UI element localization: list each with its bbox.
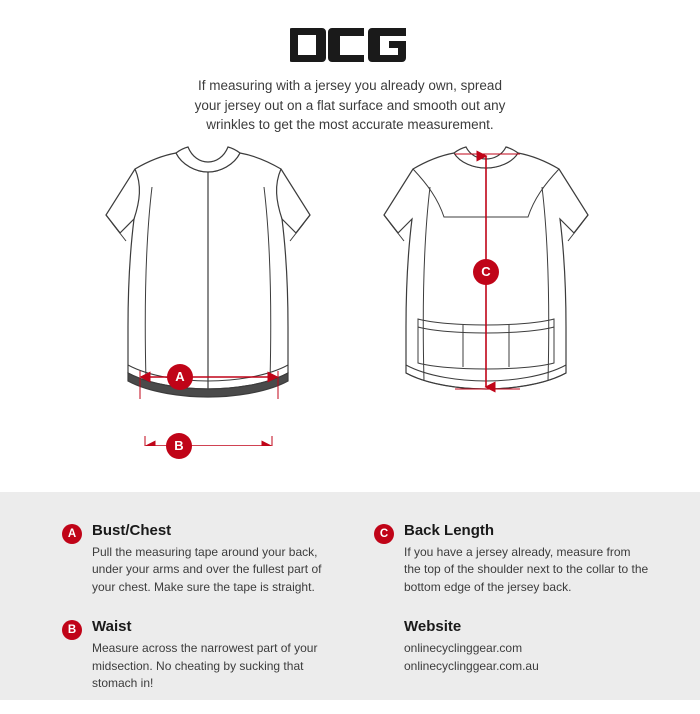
legend-title-bust-chest: Bust/Chest — [92, 522, 172, 539]
website-link-com-au[interactable]: onlinecyclinggear.com.au — [404, 658, 539, 673]
intro-text: If measuring with a jersey you already own, spread your jersey out on a flat surface and smooth out any wrinkles to get the most accurate measurement. — [194, 78, 506, 133]
legend-badge-b: B — [62, 620, 82, 640]
measure-line-b — [145, 436, 272, 446]
legend-badge-c: C — [374, 524, 394, 544]
legend-title-website: Website — [404, 618, 462, 636]
legend-text-bust-chest: Pull the measuring tape around your back, under your arms and over the fullest part of your chest. Make sure the tape is straight. — [92, 545, 322, 594]
legend-column-right — [374, 522, 650, 714]
jersey-front-view — [106, 147, 310, 397]
legend-badge-website-spacer — [374, 620, 394, 640]
marker-b: B — [166, 433, 192, 459]
legend-title-waist: Waist — [92, 618, 132, 636]
legend-entry-back-length — [374, 522, 650, 596]
legend-badge-a: A — [62, 524, 82, 544]
brand-logo — [0, 0, 700, 68]
legend-column-left — [62, 522, 338, 714]
marker-a: A — [167, 364, 193, 390]
legend-entry-website — [374, 618, 650, 675]
legend-title-back-length: Back Length — [404, 522, 495, 539]
legend-panel — [0, 492, 700, 700]
legend-text-waist: Measure across the narrowest part of your midsection. No cheating by sucking that stomach in! — [92, 641, 318, 690]
legend-text-back-length: If you have a jersey already, measure from the top of the shoulder next to the collar to the bottom edge of the jersey back. — [404, 545, 649, 594]
website-link-com[interactable]: onlinecyclinggear.com — [404, 641, 523, 656]
jersey-diagram — [0, 141, 700, 453]
legend-entry-waist — [62, 618, 338, 692]
marker-c: C — [473, 259, 499, 285]
legend-entry-bust-chest — [62, 522, 338, 596]
